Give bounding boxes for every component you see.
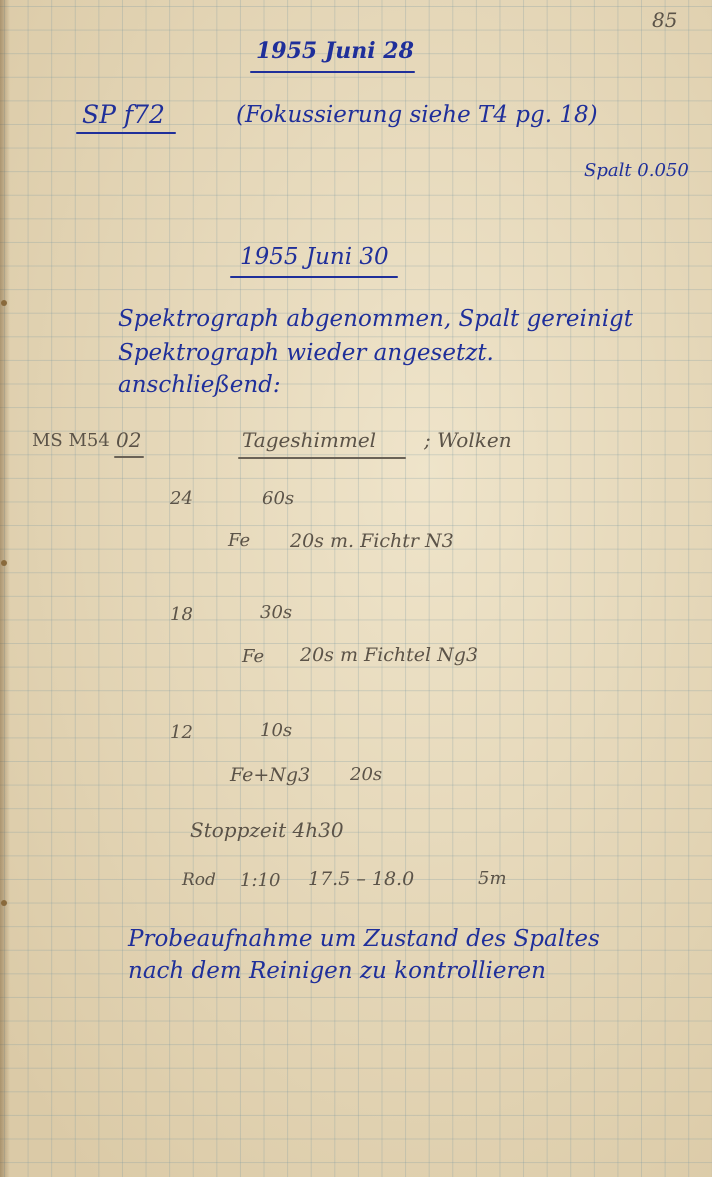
- entry2-line: Spektrograph wieder angesetzt.: [118, 340, 494, 366]
- binding-hole: [1, 900, 7, 906]
- row-position: 12: [170, 722, 193, 743]
- binding-edge: [0, 0, 10, 1177]
- row-exposure: 60s: [262, 488, 295, 509]
- log-number: 02: [116, 428, 142, 452]
- rod-ratio: 1:10: [240, 870, 281, 891]
- entry1-slit: Spalt 0.050: [584, 160, 689, 181]
- log-condition: Tageshimmel: [242, 428, 377, 452]
- entry1-label-underline: [76, 132, 176, 134]
- row-position: 18: [170, 604, 193, 625]
- rod-range: 17.5 – 18.0: [308, 868, 415, 890]
- entry2-date: 1955 Juni 30: [240, 244, 389, 270]
- entry1-label: SP f72: [82, 100, 165, 129]
- row-fe-exposure: 20s: [350, 764, 383, 785]
- entry1-note: (Fokussierung siehe T4 pg. 18): [236, 102, 598, 128]
- log-condition-rest: ; Wolken: [424, 428, 512, 452]
- entry2-date-underline: [230, 276, 398, 278]
- closing-line: nach dem Reinigen zu kontrollieren: [128, 958, 546, 984]
- rod-distance: 5m: [478, 868, 507, 889]
- closing-line: Probeaufnahme um Zustand des Spaltes: [128, 926, 600, 952]
- entry1-date: 1955 Juni 28: [256, 38, 414, 64]
- binding-hole: [1, 300, 7, 306]
- row-exposure: 30s: [260, 602, 293, 623]
- stop-time: Stoppzeit 4h30: [190, 818, 344, 842]
- binding-hole: [1, 560, 7, 566]
- row-fe-label: Fe+Ng3: [230, 764, 311, 786]
- row-exposure: 10s: [260, 720, 293, 741]
- log-number-underline: [114, 456, 144, 458]
- row-position: 24: [170, 488, 193, 509]
- row-fe-exposure: 20s m Fichtel Ng3: [300, 644, 479, 666]
- row-fe-exposure: 20s m. Fichtr N3: [290, 530, 454, 552]
- log-condition-underline: [238, 457, 406, 459]
- entry1-date-underline: [250, 71, 415, 73]
- entry2-line: Spektrograph abgenommen, Spalt gereinigt: [118, 306, 634, 332]
- rod-label: Rod: [182, 870, 216, 890]
- entry2-line: anschließend:: [118, 372, 281, 398]
- row-fe-label: Fe: [242, 646, 265, 667]
- page-number: 85: [652, 8, 678, 32]
- log-id: MS M54: [32, 430, 110, 451]
- row-fe-label: Fe: [228, 530, 251, 551]
